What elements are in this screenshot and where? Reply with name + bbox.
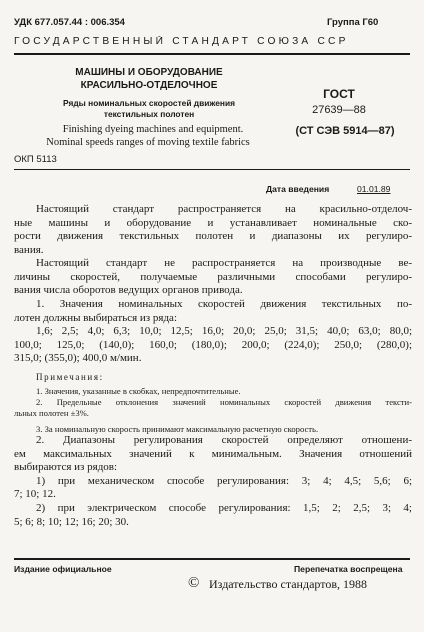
paragraph-regulation-ranges [14, 434, 412, 529]
note-item: 1. Значения, указанные в скобках, непредпочтительные. [36, 386, 241, 396]
text-line: лотен должны выбираться из ряда: [14, 311, 177, 324]
text-line: 2. Диапазоны регулирования скоростей определяют отношени- [36, 434, 412, 446]
text-line: вания числа оборотов ведущих органов привода. [14, 284, 243, 297]
copyright-icon: © [188, 575, 200, 591]
speed-series-line: 100,0; 125,0; (140,0); 160,0; (180,0); 200,0; (224,0); 250,0; (280,0); [14, 338, 412, 351]
notes-title: Примечания: [36, 372, 104, 382]
footer-rule [14, 558, 410, 560]
paragraph-scope [14, 203, 412, 257]
gost-label: ГОСТ [323, 87, 355, 101]
text-line: 5; 6; 8; 10; 12; 16; 20; 30. [14, 515, 129, 528]
official-edition: Издание официальное [14, 564, 112, 574]
reprint-prohibited: Перепечатка воспрещена [294, 564, 403, 574]
text-line: Настоящий стандарт не распространяется на производные ве- [36, 257, 412, 269]
subtitle-line-2: текстильных полотен [103, 109, 195, 119]
text-line: ем максимальных значений к минимальным. Значения отношений [14, 447, 412, 460]
okp-code: ОКП 5113 [14, 154, 57, 165]
speed-series-line: 315,0; (355,0); 400,0 м/мин. [14, 352, 142, 365]
note-item: 3. За номинальную скорость принимают максимальную расчетную скорость. [36, 424, 319, 434]
okp-rule [14, 169, 410, 170]
paragraph-exclusion [14, 257, 412, 298]
text-line: 2) при электрическом способе регулирования: 1,5; 2; 2,5; 3; 4; [36, 501, 412, 514]
gost-number: 27639—88 [312, 104, 366, 116]
text-line: выбираются из рядов: [14, 461, 118, 474]
intro-date-label: Дата введения [266, 184, 330, 194]
note-item: льных полотен ±3%. [14, 408, 89, 418]
english-title-line-1: Finishing dyeing machines and equipment. [62, 124, 244, 135]
text-line: ные машины и оборудование и устанавливает номинальные ско- [14, 216, 412, 229]
text-line: 7; 10; 12. [14, 488, 56, 501]
udk-code: УДК 677.057.44 : 006.354 [14, 17, 125, 28]
group-code: Группа Г60 [327, 17, 379, 28]
subtitle-line-1: Ряды номинальных скоростей движения [62, 98, 235, 108]
sev-number: (СТ СЭВ 5914—87) [295, 125, 395, 137]
speed-series-line: 1,6; 2,5; 4,0; 6,3; 10,0; 12,5; 16,0; 20,0; 25,0; 31,5; 40,0; 63,0; 80,0; [36, 325, 412, 338]
note-item: 2. Предельные отклонения значений номинальных скоростей движения тексти- [36, 397, 412, 407]
header-rule [14, 53, 410, 55]
text-line: 1. Значения номинальных скоростей движения текстильных по- [36, 298, 412, 310]
title-line-1: МАШИНЫ И ОБОРУДОВАНИЕ [75, 67, 223, 78]
text-line: рости движения текстильных полотен и диапазоны их регулиро- [14, 230, 412, 243]
paragraph-nominal-speeds [14, 298, 412, 366]
text-line: личины скоростей, получаемые различными способами регулиро- [14, 270, 412, 283]
text-line: Настоящий стандарт распространяется на красильно-отделоч- [36, 203, 412, 215]
title-line-2: КРАСИЛЬНО-ОТДЕЛОЧНОЕ [80, 80, 218, 91]
text-line: вания. [14, 243, 44, 256]
agency-title: ГОСУДАРСТВЕННЫЙ СТАНДАРТ СОЮЗА ССР [14, 36, 349, 47]
intro-date-value: 01.01.89 [357, 184, 391, 194]
notes-list [14, 386, 412, 435]
text-line: 1) при механическом способе регулирования: 3; 4; 4,5; 5,6; 6; [36, 474, 412, 487]
publisher-line: Издательство стандартов, 1988 [209, 577, 367, 591]
english-title-line-2: Nominal speeds ranges of moving textile fabrics [46, 137, 250, 148]
